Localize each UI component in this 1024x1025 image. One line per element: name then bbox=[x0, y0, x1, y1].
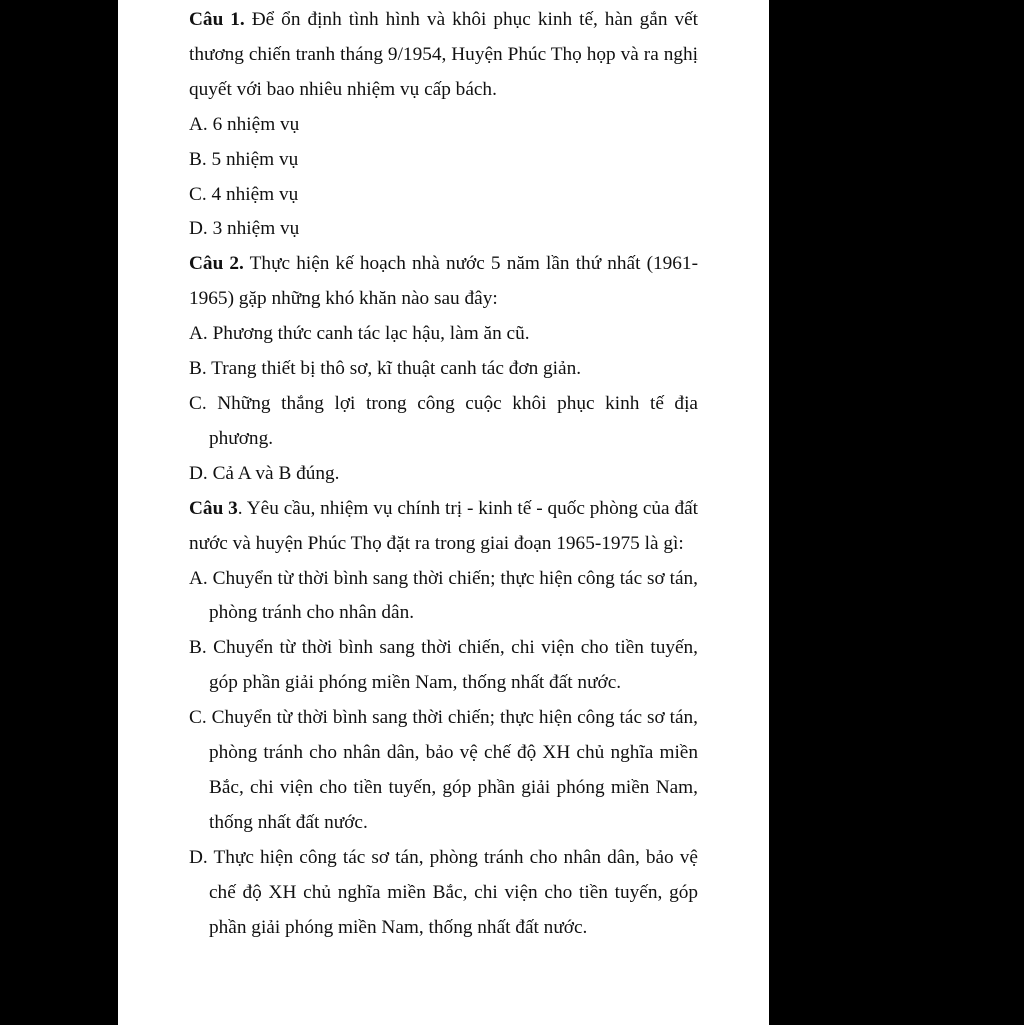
question-1-text: Để ổn định tình hình và khôi phục kinh tế, hàn gắn vết thương chiến tranh tháng 9/1954, Huyện Phúc Thọ họp và ra nghị quyết với bao nhiêu nhiệm vụ cấp bách. bbox=[189, 9, 698, 100]
question-1-option-a: A. 6 nhiệm vụ bbox=[189, 113, 300, 135]
question-2-option-d: D. Cả A và B đúng. bbox=[189, 462, 340, 484]
question-2-option-b: B. Trang thiết bị thô sơ, kĩ thuật canh tác đơn giản. bbox=[189, 358, 582, 380]
question-1 bbox=[189, 3, 698, 108]
question-3-option-d: D. Thực hiện công tác sơ tán, phòng tránh cho nhân dân, bảo vệ chế độ XH chủ nghĩa miền Bắc, chi viện cho tiền tuyến, góp phần giải phóng miền Nam, thống nhất đất nước. bbox=[189, 846, 698, 938]
question-3-option-b: B. Chuyển từ thời bình sang thời chiến, chi viện cho tiền tuyến, góp phần giải phóng miền Nam, thống nhất đất nước. bbox=[189, 637, 698, 694]
question-3-option-c: C. Chuyển từ thời bình sang thời chiến; thực hiện công tác sơ tán, phòng tránh cho nhân dân, bảo vệ chế độ XH chủ nghĩa miền Bắc, chi viện cho tiền tuyến, góp phần giải phóng miền Nam, thống nhất đất nước. bbox=[189, 707, 698, 833]
question-2 bbox=[189, 247, 698, 317]
question-2-option-c: C. Những thắng lợi trong công cuộc khôi phục kinh tế địa phương. bbox=[189, 392, 698, 449]
question-2-label: Câu 2. bbox=[189, 253, 244, 275]
question-1-option-c: C. 4 nhiệm vụ bbox=[189, 183, 299, 205]
question-1-option-d: D. 3 nhiệm vụ bbox=[189, 218, 300, 240]
question-3-option-a: A. Chuyển từ thời bình sang thời chiến; thực hiện công tác sơ tán, phòng tránh cho nhân dân. bbox=[189, 567, 698, 624]
question-3 bbox=[189, 492, 698, 562]
question-2-text: Thực hiện kế hoạch nhà nước 5 năm lần thứ nhất (1961-1965) gặp những khó khăn nào sau đây: bbox=[189, 253, 698, 310]
question-1-option-b: B. 5 nhiệm vụ bbox=[189, 148, 299, 170]
question-3-label: Câu 3 bbox=[189, 497, 238, 519]
document-content bbox=[189, 3, 698, 945]
question-3-text: . Yêu cầu, nhiệm vụ chính trị - kinh tế - quốc phòng của đất nước và huyện Phúc Thọ đặt ra trong giai đoạn 1965-1975 là gì: bbox=[189, 497, 699, 554]
document-page bbox=[118, 0, 769, 1025]
question-1-label: Câu 1. bbox=[189, 9, 245, 30]
question-2-option-a: A. Phương thức canh tác lạc hậu, làm ăn cũ. bbox=[189, 323, 530, 345]
